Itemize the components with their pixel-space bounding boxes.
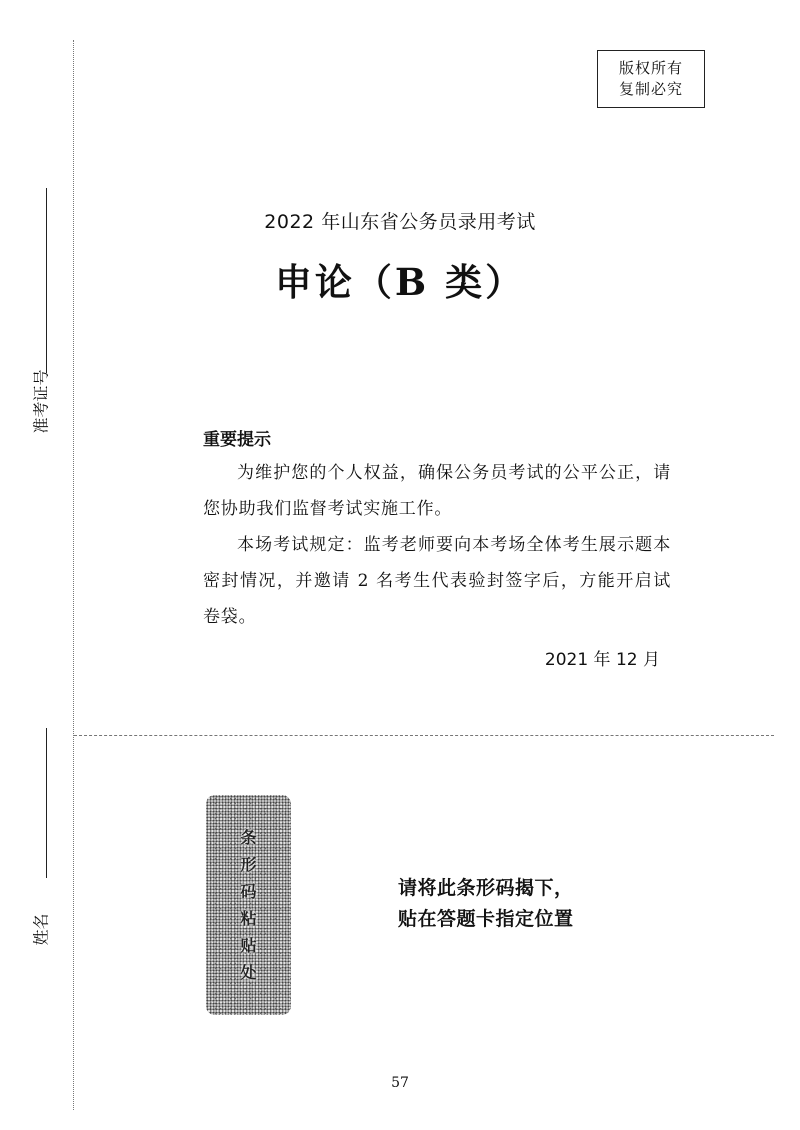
name-label: 姓名 bbox=[31, 913, 51, 946]
barcode-char: 条 bbox=[240, 828, 257, 847]
admission-number-label: 准考证号 bbox=[31, 369, 51, 434]
stamp-line-2: 复制必究 bbox=[618, 80, 683, 98]
barcode-char: 码 bbox=[240, 882, 257, 901]
barcode-instruction-line-2: 贴在答题卡指定位置 bbox=[398, 908, 574, 930]
cut-line bbox=[74, 735, 774, 736]
notice-paragraph-1: 为维护您的个人权益，确保公务员考试的公平公正，请您协助我们监督考试实施工作。 bbox=[203, 463, 671, 519]
barcode-instruction-line-1: 请将此条形码揭下， bbox=[398, 877, 574, 899]
notice-paragraph-2: 本场考试规定：监考老师要向本考场全体考生展示题本密封情况，并邀请 2 名考生代表验封签字后，方能开启试卷袋。 bbox=[203, 535, 671, 627]
barcode-char: 贴 bbox=[240, 936, 257, 955]
stamp-line-1: 版权所有 bbox=[618, 59, 683, 77]
barcode-char: 处 bbox=[240, 963, 257, 982]
admission-number-rule bbox=[46, 188, 47, 373]
notice-date: 2021 年 12 月 bbox=[544, 650, 660, 670]
barcode-char: 粘 bbox=[240, 909, 257, 928]
binding-dotted-line bbox=[73, 40, 74, 1110]
page-number: 57 bbox=[391, 1075, 409, 1091]
barcode-char: 形 bbox=[240, 855, 257, 874]
exam-title: 2022 年山东省公务员录用考试 bbox=[264, 211, 536, 233]
notice-heading: 重要提示 bbox=[203, 430, 271, 450]
barcode-sticker-area[interactable] bbox=[206, 795, 291, 1015]
name-rule bbox=[46, 728, 47, 878]
main-title: 申论（B 类） bbox=[274, 260, 526, 304]
copyright-stamp bbox=[597, 50, 705, 108]
